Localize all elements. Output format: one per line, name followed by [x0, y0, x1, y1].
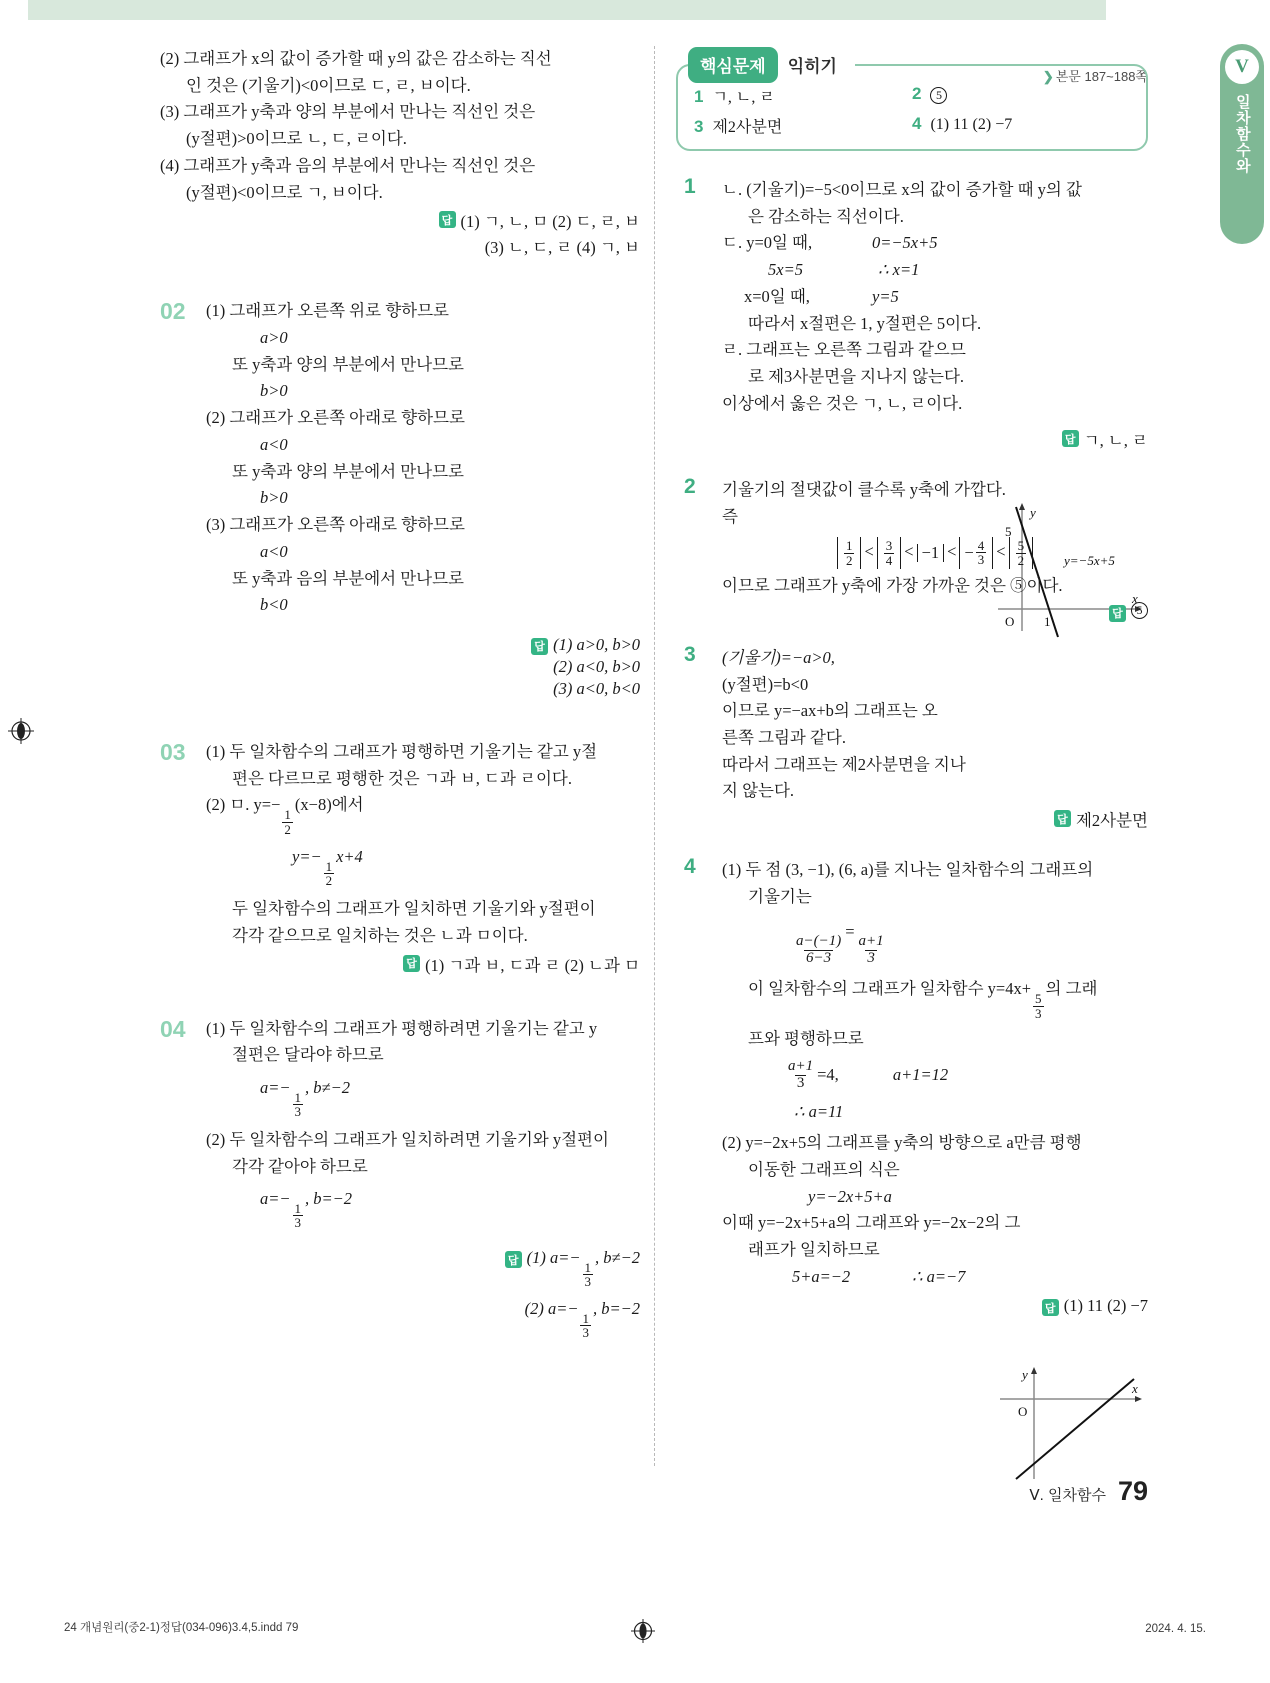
- fraction: $\frac{a+1}{3}$: [788, 1057, 814, 1091]
- answer-text: (1) a=− $\frac{1}{3}$ , b≠−2: [526, 1248, 640, 1290]
- absolute-value: [1009, 537, 1034, 569]
- answer-text: (2) a=− $\frac{1}{3}$ , b=−2: [524, 1298, 640, 1341]
- column-divider: [654, 46, 655, 1466]
- step-text: 또 y축과 음의 부분에서 만나므로: [232, 568, 464, 588]
- fraction: $\frac{1}{3}$: [584, 1259, 592, 1290]
- carryover-text: (y절편)>0이므로 ㄴ, ㄷ, ㄹ이다.: [186, 129, 407, 149]
- answer-summary-grid: [694, 84, 1130, 137]
- left-column: [160, 46, 640, 1340]
- chapter-side-tab: [1220, 44, 1264, 244]
- carryover-line: [160, 46, 640, 73]
- solution-block-02: [160, 298, 640, 699]
- tab-practice: 익히기: [787, 57, 837, 76]
- step-equation: y=− $\frac{1}{2}$ x+4: [292, 847, 363, 889]
- page-footer: [1029, 1476, 1148, 1507]
- page-number: 79: [1117, 1476, 1148, 1506]
- step-text: 또 y축과 양의 부분에서 만나므로: [232, 354, 464, 374]
- summary-number: 2: [912, 84, 922, 103]
- answer-summary-box: [676, 57, 1148, 151]
- chapter-label: Ⅴ. 일차함수: [1029, 1487, 1106, 1504]
- summary-number: 4: [912, 114, 922, 133]
- carryover-text: 인 것은 (기울기)<0이므로 ㄷ, ㄹ, ㅂ이다.: [186, 75, 471, 95]
- step-text: 편은 다르므로 평행한 것은 ㄱ과 ㅂ, ㄷ과 ㄹ이다.: [232, 768, 572, 788]
- answer-badge-icon: 답: [1109, 605, 1126, 622]
- svg-text:1: 1: [1044, 614, 1051, 629]
- step-text: 각각 같아야 하므로: [232, 1156, 368, 1176]
- step-equation: y=−2x+5+a: [808, 1186, 892, 1206]
- chevron-right-icon: ❯: [1042, 69, 1054, 84]
- fraction: $\frac{3}{4}$: [885, 537, 893, 568]
- answer-line: [160, 234, 640, 258]
- chapter-roman-numeral: V: [1225, 50, 1259, 84]
- answer-text: (3) ㄴ, ㄷ, ㄹ (4) ㄱ, ㅂ: [484, 238, 640, 258]
- step-equation: a>0: [260, 328, 288, 348]
- fraction: $\frac{a-(-1)}{6-3}$: [796, 932, 842, 966]
- solution-block-04: [160, 1016, 640, 1340]
- print-filename: 24 개념원리(중2-1)정답(034-096)3.4,5.indd 79: [64, 1622, 299, 1634]
- step-text: (1) 그래프가 오른쪽 위로 향하므로: [206, 301, 449, 321]
- step-text: (3) 그래프가 오른쪽 아래로 향하므로: [206, 515, 465, 535]
- solution-number-02: 02: [160, 298, 186, 325]
- answer-badge-icon: 답: [505, 1251, 522, 1268]
- step-text: 로 제3사분면을 지나지 않는다.: [748, 367, 965, 387]
- answer-line: [722, 1296, 1148, 1316]
- fraction: $\frac{1}{2}$: [325, 858, 333, 889]
- step-text: 기울기는: [748, 886, 812, 906]
- answer-badge-icon: 답: [403, 955, 420, 972]
- step-equation: $\frac{a-(-1)}{6-3}$ = $\frac{a+1}{3}$: [796, 921, 884, 966]
- summary-answer: 제2사분면: [712, 119, 783, 136]
- fraction: $\frac{1}{2}$: [845, 537, 853, 568]
- answer-line: [722, 602, 1148, 619]
- inequality-chain: $\frac{1}{2}$ < $\frac{3}{4}$ < −1 < − $\frac{4}{3}$ < $\frac{5}{2}$: [722, 537, 1148, 569]
- step-text: (1) 두 일차함수의 그래프가 평행하려면 기울기는 같고 y: [206, 1018, 598, 1038]
- answer-text: 5: [1131, 602, 1148, 619]
- step-text: 기울기의 절댓값이 클수록 y축에 가깝다.: [722, 480, 1006, 500]
- summary-answer: 5: [930, 87, 947, 104]
- step-text: 래프가 일치하므로: [748, 1239, 880, 1259]
- answer-text: (2) a<0, b>0: [553, 656, 640, 676]
- step-text: (1) 두 일차함수의 그래프가 평행하면 기울기는 같고 y절: [206, 741, 598, 761]
- reference-text: 본문 187~188쪽: [1055, 69, 1148, 84]
- step-text: 각각 같으므로 일치하는 것은 ㄴ과 ㅁ이다.: [232, 925, 528, 945]
- svg-text:y=−5x+5: y=−5x+5: [1064, 553, 1115, 568]
- step-text: ㄴ. (기울기)=−5<0이므로 x의 값이 증가할 때 y의 값: [722, 180, 1082, 199]
- carryover-text: (4) 그래프가 y축과 음의 부분에서 만나는 직선인 것은: [160, 155, 536, 175]
- answer-line: [206, 657, 640, 677]
- step-text: 두 일차함수의 그래프가 일치하면 기울기와 y절편이: [232, 899, 596, 919]
- carryover-solution: [160, 46, 640, 258]
- right-column: [676, 46, 1148, 1419]
- answer-text: ㄱ, ㄴ, ㄹ: [1083, 431, 1148, 451]
- step-equation: a<0: [260, 434, 288, 454]
- step-text: (2) 두 일차함수의 그래프가 일치하려면 기울기와 y절편이: [206, 1129, 609, 1149]
- solution-number-2: 2: [684, 475, 696, 499]
- step-text-part: (2) ㅁ. y=−: [206, 795, 281, 815]
- step-text: 5x=5 ∴ x=1: [768, 260, 920, 280]
- step-text: 이 일차함수의 그래프가 일차함수 y=4x+ $\frac{5}{3}$ 의 그래: [748, 979, 1098, 1021]
- print-date: 2024. 4. 15.: [1145, 1623, 1206, 1635]
- answer-text: (1) 11 (2) −7: [1063, 1296, 1148, 1316]
- carryover-text: (3) 그래프가 y축과 양의 부분에서 만나는 직선인 것은: [160, 102, 536, 122]
- step-text: (1) 두 점 (3, −1), (6, a)를 지나는 일차함수의 그래프의: [722, 860, 1094, 880]
- absolute-value: [877, 537, 902, 569]
- step-equation: a=− $\frac{1}{3}$ , b=−2: [260, 1189, 353, 1231]
- svg-text:5: 5: [1005, 524, 1012, 539]
- summary-answer: ㄱ, ㄴ, ㄹ: [712, 89, 775, 106]
- answer-line: [160, 208, 640, 232]
- answer-line: [206, 679, 640, 699]
- step-text: [206, 792, 640, 836]
- solution-block-03: [160, 739, 640, 976]
- absolute-value: − $\frac{4}{3}$: [959, 537, 993, 569]
- step-text: 은 감소하는 직선이다.: [748, 206, 904, 226]
- fraction: $\frac{1}{3}$: [582, 1310, 589, 1341]
- step-equation: ∴ a=11: [794, 1102, 844, 1122]
- absolute-value: [837, 537, 862, 569]
- answer-badge-icon: 답: [439, 211, 456, 228]
- step-text: (2) y=−2x+5의 그래프를 y축의 방향으로 a만큼 평행: [722, 1133, 1082, 1153]
- summary-item: [912, 84, 1130, 107]
- step-text: (2) 그래프가 오른쪽 아래로 향하므로: [206, 408, 465, 428]
- top-decorative-band: [28, 0, 1106, 20]
- answer-badge-icon: 답: [531, 638, 548, 655]
- step-text: 또 y축과 양의 부분에서 만나므로: [232, 461, 464, 481]
- solution-block-4: [676, 857, 1148, 1316]
- section-header: [676, 57, 1148, 151]
- step-text: 따라서 그래프는 제2사분면을 지나: [722, 754, 966, 774]
- svg-text:x: x: [1132, 1380, 1138, 1396]
- step-text: 지 않는다.: [722, 781, 795, 801]
- summary-number: 1: [694, 87, 704, 106]
- answer-text: (3) a<0, b<0: [553, 678, 640, 698]
- answer-text: (1) a>0, b>0: [553, 634, 640, 654]
- step-text: 른쪽 그림과 같다.: [722, 727, 846, 747]
- summary-number: 3: [694, 117, 704, 136]
- step-text: 프와 평행하므로: [748, 1029, 864, 1049]
- step-text: 이때 y=−2x+5+a의 그래프와 y=−2x−2의 그: [722, 1213, 1021, 1233]
- absolute-value: −1: [917, 544, 945, 563]
- answer-text: (1) ㄱ과 ㅂ, ㄷ과 ㄹ (2) ㄴ과 ㅁ: [425, 955, 640, 975]
- answer-badge-icon: 답: [1062, 430, 1079, 447]
- fraction: $\frac{4}{3}$: [977, 537, 985, 568]
- svg-text:x: x: [1132, 591, 1138, 606]
- carryover-text: (2) 그래프가 x의 값이 증가할 때 y의 값은 감소하는 직선: [160, 49, 552, 68]
- step-text: 즉: [722, 507, 738, 527]
- step-text: ㄹ. 그래프는 오른쪽 그림과 같으므: [722, 340, 966, 360]
- fraction: $\frac{1}{3}$: [294, 1200, 302, 1231]
- step-equation: 5+a=−2 ∴ a=−7: [792, 1266, 966, 1286]
- solution-number-04: 04: [160, 1015, 186, 1042]
- header-tab-group: [688, 47, 855, 83]
- svg-text:y: y: [1022, 1366, 1028, 1382]
- step-text: 이동한 그래프의 식은: [748, 1159, 900, 1179]
- fraction: $\frac{1}{2}$: [284, 806, 291, 837]
- solution-block-2: [676, 475, 1148, 621]
- answer-line: [206, 1299, 640, 1340]
- fraction: $\frac{5}{2}$: [1017, 537, 1025, 568]
- registration-mark-left: [8, 718, 34, 744]
- svg-text:O: O: [1005, 614, 1015, 629]
- step-text-part: (x−8)에서: [294, 795, 364, 815]
- summary-item: [694, 84, 912, 107]
- graph-svg-3: [994, 1363, 1144, 1483]
- solution-number-3: 3: [684, 642, 696, 666]
- step-text: x=0일 때, y=5: [744, 286, 899, 306]
- fraction: $\frac{a+1}{3}$: [858, 932, 884, 966]
- step-equation: a<0: [260, 541, 288, 561]
- step-equation: b<0: [260, 595, 288, 615]
- solution-number-03: 03: [160, 738, 186, 765]
- summary-item: [912, 114, 1130, 137]
- svg-text:O: O: [1018, 1403, 1028, 1419]
- solution-number-1: 1: [684, 175, 696, 198]
- tab-core-problem: 핵심문제: [688, 47, 778, 83]
- answer-badge-icon: 답: [1054, 810, 1071, 827]
- summary-answer: (1) 11 (2) −7: [930, 116, 1013, 133]
- registration-mark-bottom: [631, 1619, 655, 1643]
- fraction: $\frac{1}{3}$: [294, 1089, 302, 1120]
- step-equation: a=− $\frac{1}{3}$ , b≠−2: [260, 1077, 350, 1120]
- step-equation: $\frac{a+1}{3}$ =4, a+1=12: [788, 1057, 949, 1091]
- answer-text: 제2사분면: [1075, 811, 1148, 831]
- step-text: 이상에서 옳은 것은 ㄱ, ㄴ, ㄹ이다.: [722, 393, 963, 413]
- answer-line: [722, 427, 1148, 451]
- step-text: 따라서 x절편은 1, y절편은 5이다.: [748, 313, 982, 333]
- graph-problem-3: [994, 1363, 1144, 1488]
- answer-line: [206, 1248, 640, 1289]
- answer-line: [206, 635, 640, 655]
- step-equation: b>0: [260, 381, 288, 401]
- step-text: 이므로 y=−ax+b의 그래프는 오: [722, 701, 938, 721]
- summary-item: [694, 114, 912, 137]
- carryover-text: (y절편)<0이므로 ㄱ, ㅂ이다.: [186, 182, 383, 202]
- solution-number-4: 4: [684, 855, 696, 879]
- step-text: (y절편)=b<0: [722, 674, 809, 694]
- answer-text: (1) ㄱ, ㄴ, ㅁ (2) ㄷ, ㄹ, ㅂ: [460, 212, 640, 232]
- answer-line: [206, 952, 640, 976]
- answer-line: [722, 807, 1148, 831]
- fraction: $\frac{5}{3}$: [1035, 990, 1042, 1021]
- step-text: (기울기)=−a>0,: [722, 647, 835, 667]
- svg-text:y: y: [1030, 505, 1036, 520]
- chapter-vertical-label: 일차함수와: [1233, 94, 1251, 174]
- step-text: 이므로 그래프가 y축에 가장 가까운 것은 ⑤이다.: [722, 576, 1063, 596]
- step-text: 절편은 달라야 하므로: [232, 1045, 384, 1065]
- answer-badge-icon: 답: [1042, 1299, 1059, 1316]
- step-text: ㄷ. y=0일 때, 0=−5x+5: [722, 233, 938, 253]
- step-equation: b>0: [260, 488, 288, 508]
